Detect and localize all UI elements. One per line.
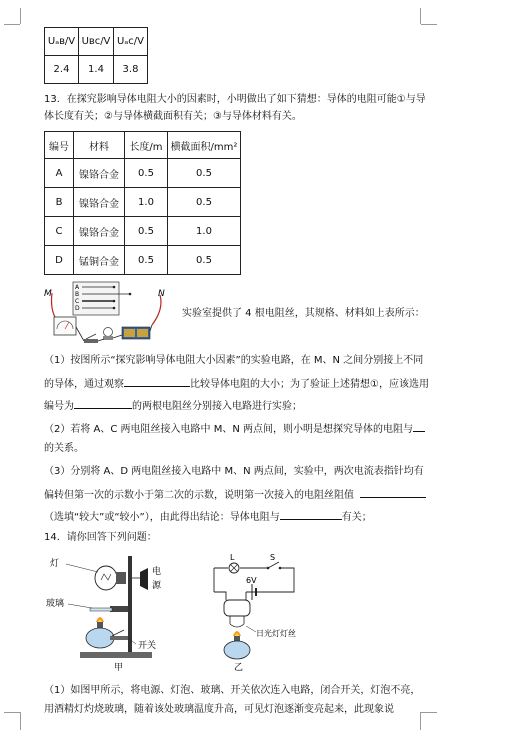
figure-yi-diagram [206, 550, 326, 672]
answer-blank[interactable] [124, 376, 190, 387]
table-header-cell: 长度/m [125, 132, 168, 159]
table-cell: A [45, 159, 74, 188]
figure-jia-diagram [44, 550, 184, 672]
q13-p3-line-a: （3）分别将 A、D 两电阻丝接入电路中 M、N 两点间，实验中，两次电流表指针均有 [44, 466, 424, 477]
table-cell: 锰铜合金 [74, 246, 125, 275]
q13-p2-a-text: （2）若将 A、C 两电阻丝接入电路中 M、N 两点间，则小明是想探究导体的电阻与 [44, 424, 414, 435]
table-cell: B [45, 188, 74, 217]
crop-mark-top-left-v [20, 8, 21, 24]
table-row [45, 217, 241, 246]
table-cell: 1.4 [79, 56, 114, 84]
table-cell: 镍铬合金 [74, 217, 125, 246]
stand-base [80, 652, 152, 658]
table-header-cell: 编号 [45, 132, 74, 159]
ammeter-icon [54, 317, 76, 335]
table-cell: 0.5 [125, 159, 168, 188]
table-cell: 3.8 [114, 56, 148, 84]
crop-mark-bottom-right-v [420, 712, 421, 730]
leader-line [66, 564, 98, 572]
q14-p1-line-b: 用酒精灯灼烧玻璃，随着该处玻璃温度升高，可见灯泡逐渐变亮起来，此现象说 [44, 704, 394, 715]
voltage-table [44, 27, 148, 84]
crop-mark-bottom-right-h [421, 712, 437, 713]
label-s: S [270, 553, 276, 562]
table-row [45, 28, 148, 56]
wire-label: D [75, 305, 80, 312]
q13-p1-b-pre: 的导体，通过观察 [44, 379, 124, 390]
alcohol-lamp-icon [224, 631, 250, 659]
q13-p3-line-c [44, 509, 372, 525]
table-row [45, 56, 148, 84]
table-cell: C [45, 217, 74, 246]
battery-icon [122, 327, 150, 339]
table-cell: 1.0 [125, 188, 168, 217]
q13-p2-line-a [44, 421, 425, 437]
table-cell: 0.5 [168, 188, 241, 217]
q13-p1-line-b [44, 376, 429, 392]
table-cell: 0.5 [125, 217, 168, 246]
lead-m [52, 293, 57, 319]
q14-title: 14．请你回答下列问题： [44, 532, 157, 543]
glass-clamp [90, 606, 128, 612]
table-row [45, 188, 241, 217]
table-header-cell: 横截面积/mm² [168, 132, 241, 159]
q13-p3-c-pre: （选填“较大”或“较小”），由此得出结论：导体电阻与 [44, 512, 280, 523]
label-l: L [230, 553, 235, 562]
resistance-circuit-diagram [40, 279, 178, 349]
table-row [45, 246, 241, 275]
table-cell: 镍铬合金 [74, 188, 125, 217]
lead-n [152, 295, 161, 325]
q13-p1-b-post: 比较导体电阻的大小；为了验证上述猜想①，应该选用 [190, 379, 429, 390]
label-voltage: 6V [246, 576, 257, 585]
q13-p1-line-c [44, 398, 302, 414]
table-cell: 2.4 [45, 56, 79, 84]
q13-p1-c-pre: 编号为 [44, 401, 74, 412]
table-header-cell: 材料 [74, 132, 125, 159]
switch-icon [84, 334, 98, 343]
wire-label: B [75, 291, 80, 298]
q14-p1-line-a: （1）如图甲所示，将电源、灯泡、玻璃、开关依次连入电路，闭合开关，灯泡不亮， [44, 685, 421, 696]
label-n: N [158, 289, 165, 299]
caption-jia: 甲 [114, 663, 124, 672]
answer-blank[interactable] [74, 398, 132, 409]
table-cell: 0.5 [125, 246, 168, 275]
label-power-2: 源 [152, 581, 162, 591]
label-lamp: 灯 [50, 559, 60, 569]
caption-yi: 乙 [234, 663, 244, 672]
table-row [45, 132, 241, 159]
bulb-icon [95, 566, 126, 590]
q13-p1-c-post: 的两根电阻丝分别接入电路进行实验； [132, 401, 302, 412]
wire-label: A [75, 284, 80, 291]
q13-p3-b-text: 偏转但第一次的示数小于第二次的示数，说明第一次接入的电阻丝阻值 [44, 490, 354, 501]
table-row [45, 159, 241, 188]
table-header-cell: Uʙc/V [79, 28, 114, 56]
switch-icon [267, 562, 282, 569]
experiment-text: 实验室提供了 4 根电阻丝，其规格、材料如上表所示： [182, 308, 425, 319]
label-switch: 开关 [138, 641, 157, 651]
label-power-1: 电 [152, 567, 162, 577]
crop-mark-top-left-h [4, 24, 20, 25]
wire-spec-table [44, 131, 241, 275]
leader-line [68, 604, 92, 608]
q13-line1: 13．在探究影响导体电阻大小的因素时，小明做出了如下猜想：导体的电阻可能①与导 [44, 94, 426, 105]
table-cell: 0.5 [168, 246, 241, 275]
table-cell: D [45, 246, 74, 275]
label-glass: 玻璃 [46, 599, 65, 609]
answer-blank[interactable] [413, 421, 425, 432]
alcohol-lamp-icon [86, 617, 114, 648]
leader-line [246, 626, 256, 632]
q13-line2: 体长度有关；②与导体横截面积有关；③与导体材料有关。 [44, 111, 302, 122]
table-cell: 镍铬合金 [74, 159, 125, 188]
label-filament: 日光灯灯丝 [256, 629, 296, 638]
wire-label: C [75, 298, 80, 305]
label-m: M [44, 289, 52, 299]
q13-p1-line-a: （1）按图所示“探究影响导体电阻大小因素”的实验电路，在 M、N 之间分别接上不同 [44, 355, 424, 366]
table-cell: 1.0 [168, 217, 241, 246]
crop-mark-bottom-left-v [20, 712, 21, 730]
q13-p2-line-b: 的关系。 [44, 443, 84, 454]
q13-p3-c-post: 有关； [341, 512, 372, 523]
answer-blank[interactable] [280, 509, 342, 520]
q13-p3-line-b [44, 487, 426, 503]
bulb-icon [103, 328, 113, 341]
crop-mark-top-right-v [420, 8, 421, 24]
answer-blank[interactable] [360, 487, 426, 498]
crop-mark-top-right-h [421, 24, 437, 25]
filament-icon [224, 600, 250, 627]
table-header-cell: Uₐc/V [114, 28, 148, 56]
power-supply-icon [132, 568, 148, 590]
table-cell: 0.5 [168, 159, 241, 188]
crop-mark-bottom-left-h [4, 712, 20, 713]
table-header-cell: Uₐʙ/V [45, 28, 79, 56]
lamp-icon [229, 563, 239, 573]
